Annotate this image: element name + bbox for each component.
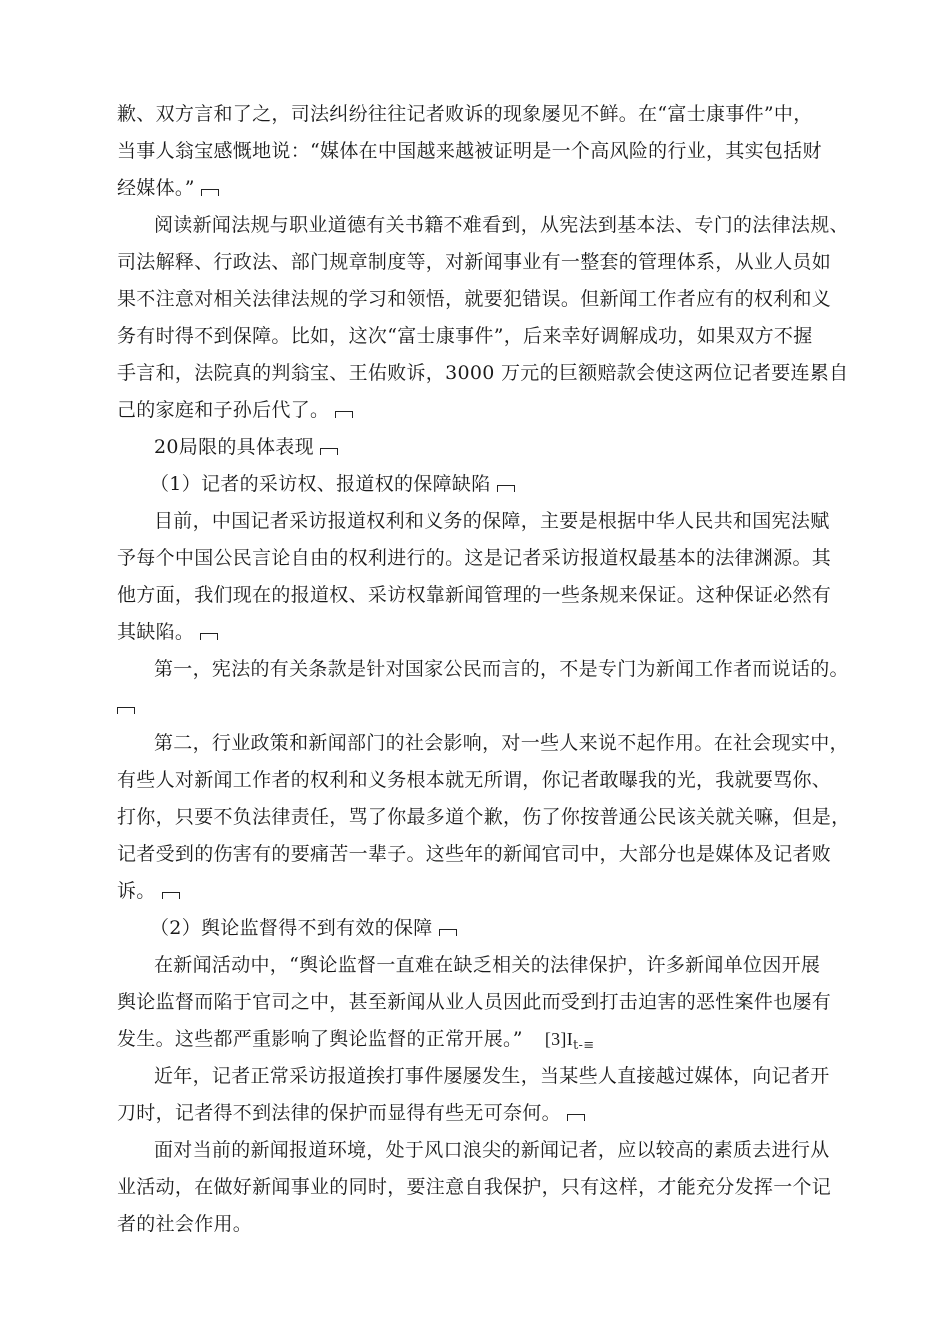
text-line: 者的社会作用。 [117, 1213, 253, 1235]
text-line: 有些人对新闻工作者的权利和义务根本就无所谓，你记者敢曝我的光，我就要骂你、 [117, 769, 832, 791]
text-line: 发生。这些都严重影响了舆论监督的正常开展。” $[3]I_{t-\equiv}$ [117, 1028, 595, 1053]
text-line: 当事人翁宝感慨地说：“媒体在中国越来越被证明是一个高风险的行业，其实包括财 [117, 140, 822, 162]
text-line: 目前，中国记者采访报道权利和义务的保障，主要是根据中华人民共和国宪法赋 [154, 510, 830, 532]
text-line: 予每个中国公民言论自由的权利进行的。这是记者采访报道权最基本的法律渊源。其 [117, 547, 832, 569]
paragraph-mark-icon [497, 485, 515, 492]
text-line: 舆论监督而陷于官司之中，甚至新闻从业人员因此而受到打击迫害的恶性案件也屡有 [117, 991, 832, 1013]
paragraph-mark-icon [201, 189, 219, 196]
paragraph-mark-icon [335, 411, 353, 418]
text-line: 手言和，法院真的判翁宝、王佑败诉，3000 万元的巨额赔款会使这两位记者要连累自 [117, 362, 849, 384]
text-line: 其缺陷。 [117, 621, 218, 645]
text-line: 近年，记者正常采访报道挨打事件屡屡发生，当某些人直接越过媒体，向记者开 [154, 1065, 830, 1087]
text-line: 面对当前的新闻报道环境，处于风口浪尖的新闻记者，应以较高的素质去进行从 [154, 1139, 830, 1161]
text-line: 在新闻活动中，“舆论监督一直难在缺乏相关的法律保护，许多新闻单位因开展 [154, 954, 821, 976]
paragraph-mark-icon [200, 633, 218, 640]
paragraph-mark-icon [439, 929, 457, 936]
text-line: 他方面，我们现在的报道权、采访权靠新闻管理的一些条规来保证。这种保证必然有 [117, 584, 832, 606]
text-line: 记者受到的伤害有的要痛苦一辈子。这些年的新闻官司中，大部分也是媒体及记者败 [117, 843, 832, 865]
text-line: 务有时得不到保障。比如，这次“富士康事件”，后来幸好调解成功，如果双方不握 [117, 325, 813, 347]
text-line: 司法解释、行政法、部门规章制度等，对新闻事业有一整套的管理体系，从业人员如 [117, 251, 832, 273]
text-line: 第二，行业政策和新闻部门的社会影响，对一些人来说不起作用。在社会现实中， [154, 732, 849, 754]
paragraph-mark-icon [162, 892, 180, 899]
text-line: 果不注意对相关法律法规的学习和领悟，就要犯错误。但新闻工作者应有的权利和义 [117, 288, 832, 310]
text-line: 诉。 [117, 880, 180, 904]
section-heading: 20局限的具体表现 [154, 436, 338, 460]
text-line: 打你，只要不负法律责任，骂了你最多道个歉，伤了你按普通公民该关就关嘛，但是， [117, 806, 851, 828]
paragraph-mark-icon [567, 1114, 585, 1121]
text-line: 业活动，在做好新闻事业的同时，要注意自我保护，只有这样，才能充分发挥一个记 [117, 1176, 832, 1198]
text-line: 刀时，记者得不到法律的保护而显得有些无可奈何。 [117, 1102, 585, 1126]
paragraph-mark-icon [117, 707, 135, 714]
text-line: 第一，宪法的有关条款是针对国家公民而言的，不是专门为新闻工作者而说话的。 [154, 658, 849, 680]
subsection-heading: （2）舆论监督得不到有效的保障 [150, 917, 457, 941]
subsection-heading: （1）记者的采访权、报道权的保障缺陷 [150, 473, 515, 497]
text-line [117, 695, 135, 719]
text-line: 经媒体。” [117, 177, 219, 201]
text-line: 阅读新闻法规与职业道德有关书籍不难看到，从宪法到基本法、专门的法律法规、 [154, 214, 849, 236]
text-line: 歉、双方言和了之，司法纠纷往往记者败诉的现象屡见不鲜。在“富士康事件”中， [117, 103, 813, 125]
citation-ref: [3]I [544, 1029, 574, 1049]
paragraph-mark-icon [320, 448, 338, 455]
text-line: 己的家庭和子孙后代了。 [117, 399, 353, 423]
citation-suffix: t-≡ [573, 1038, 595, 1053]
